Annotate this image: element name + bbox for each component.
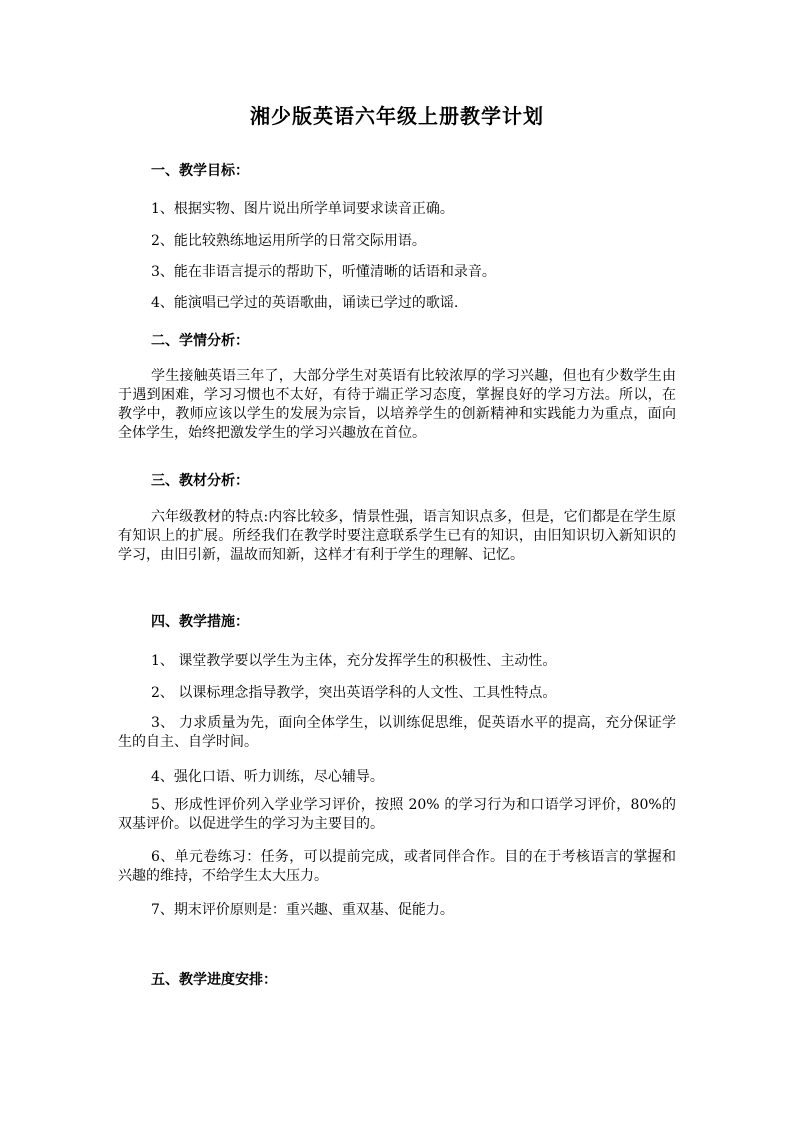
measure-item: 2、 以课标理念指导教学，突出英语学科的人文性、工具性特点。 [151,685,557,701]
goal-item: 1、根据实物、图片说出所学单词要求读音正确。 [151,201,454,217]
measure-item: 1、 课堂教学要以学生为主体，充分发挥学生的积极性、主动性。 [151,653,557,669]
section-heading-goals: 一、教学目标： [151,163,249,179]
student-analysis-paragraph: 学生接触英语三年了，大部分学生对英语有比较浓厚的学习兴趣，但也有少数学生由于遇到困难，学习习惯也不太好，有待于端正学习态度，掌握良好的学习方法。所以，在教学中，教师应该以学生的发展为宗旨，以培养学生的创新精神和实践能力为重点，面向全体学生，始终把激发学生的学习兴趣放在首位。 [118,368,676,441]
measure-item: 4、强化口语、听力训练，尽心辅导。 [151,769,384,785]
goal-item: 3、能在非语言提示的帮助下，听懂清晰的话语和录音。 [151,264,496,280]
measure-item: 6、单元卷练习：任务，可以提前完成，或者同伴合作。目的在于考核语言的掌握和兴趣的维持，不给学生太大压力。 [118,849,676,884]
measure-item: 7、期末评价原则是：重兴趣、重双基、促能力。 [151,902,454,918]
textbook-analysis-paragraph: 六年级教材的特点:内容比较多，情景性强，语言知识点多，但是，它们都是在学生原有知识上的扩展。所经我们在教学时要注意联系学生已有的知识，由旧知识切入新知识的学习，由旧引新，温故而知新，这样才有利于学生的理解、记忆。 [118,509,676,563]
measure-item: 5、形成性评价列入学业学习评价，按照 20% 的学习行为和口语学习评价，80%的双基评价。以促进学生的学习为主要目的。 [118,797,676,832]
section-heading-student-analysis: 二、学情分析： [151,333,249,349]
document-title: 湘少版英语六年级上册教学计划 [250,104,544,128]
section-heading-schedule: 五、教学进度安排： [151,972,277,988]
section-heading-measures: 四、教学措施： [151,614,249,630]
measure-item: 3、 力求质量为先，面向全体学生，以训练促思维，促英语水平的提高，充分保证学生的自主、自学时间。 [118,715,676,750]
goal-item: 2、能比较熟练地运用所学的日常交际用语。 [151,233,426,249]
goal-item: 4、能演唱已学过的英语歌曲，诵读已学过的歌谣. [151,295,459,311]
section-heading-textbook-analysis: 三、教材分析： [151,473,249,489]
